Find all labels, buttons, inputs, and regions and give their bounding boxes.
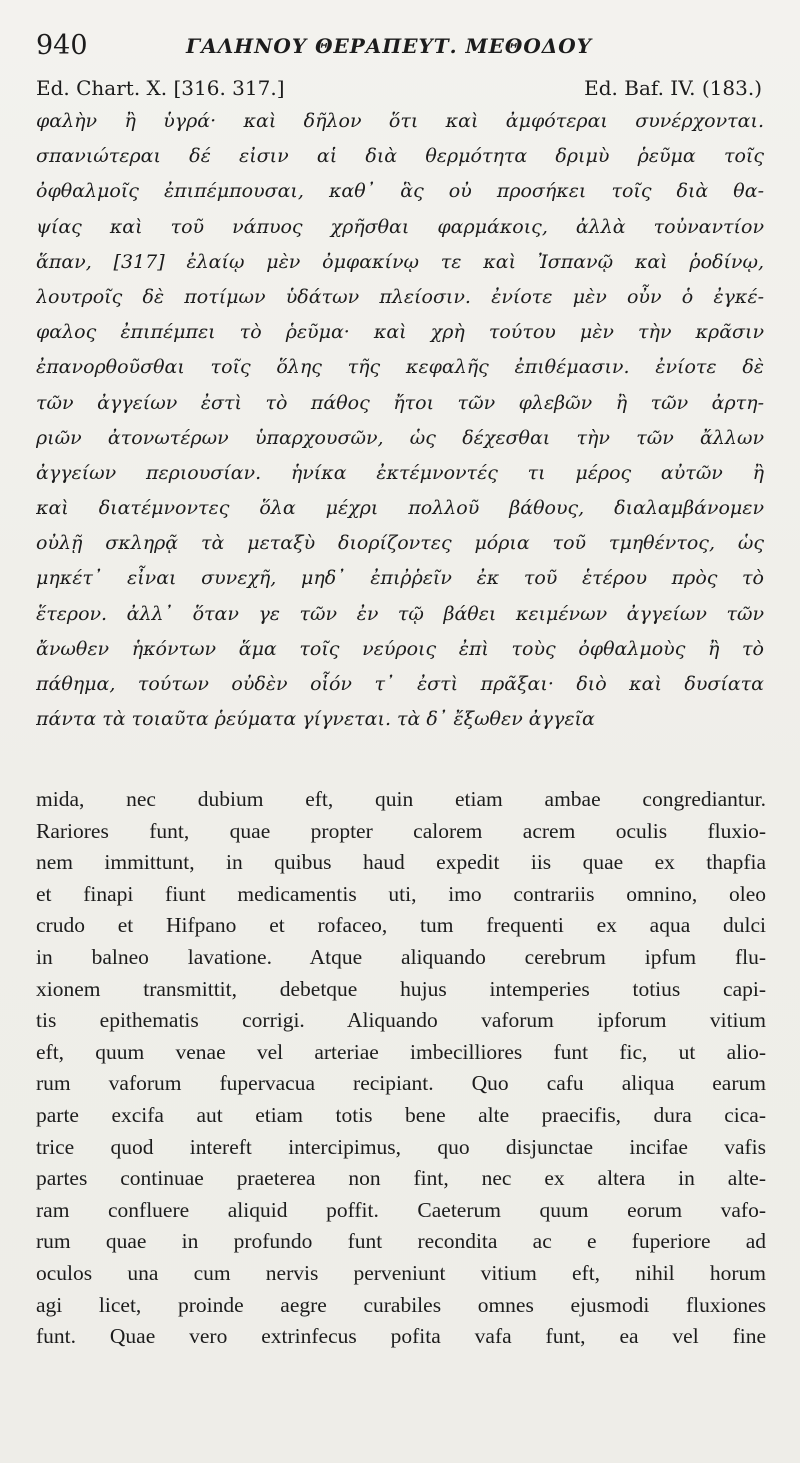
edition-reference-basel: Ed. Baf. IV. (183.) [584,76,762,100]
running-title: ΓΑΛΗΝΟΥ ΘΕΡΑΠΕΥΤ. ΜΕΘΟΔΟΥ [186,34,592,58]
latin-text-line: oculos una cum nervis perveniunt vitium eft, nihil horum [36,1260,766,1285]
latin-text-line: nem immittunt, in quibus haud expedit iis quae ex thapfia [36,850,766,875]
latin-text-line: ram confluere aliquid poffit. Caeterum quum eorum vafo- [36,1197,766,1222]
latin-text-block [36,784,766,1353]
greek-text-line: φαλος ἐπιπέμπει τὸ ῥεῦμα· καὶ χρὴ τούτου μὲν τὴν κρᾶσιν [36,321,764,344]
greek-text-line: ἀγγείων περιουσίαν. ἡνίκα ἐκτέμνοντές τι μέρος αὐτῶν ἢ [36,461,764,484]
greek-text-line: ὀφθαλμοῖς ἐπιπέμπουσαι, καθ᾽ ἃς οὐ προσήκει τοῖς διὰ θα- [36,180,764,203]
latin-text-line: partes continuae praeterea non fint, nec ex altera in alte- [36,1166,766,1191]
latin-text-line: rum quae in profundo funt recondita ac e fuperiore ad [36,1229,766,1254]
page-number: 940 [36,30,88,61]
latin-text-line: Rariores funt, quae propter calorem acrem oculis fluxio- [36,818,766,843]
greek-text-line: φαλὴν ἢ ὑγρά· καὶ δῆλον ὅτι καὶ ἀμφότεραι συνέρχονται. [36,110,764,132]
latin-text-line: eft, quum venae vel arteriae imbecilliores funt fic, ut alio- [36,1039,766,1064]
greek-text-line: μηκέτ᾽ εἶναι συνεχῆ, μηδ᾽ ἐπιῤῥεῖν ἐκ τοῦ ἑτέρου πρὸς τὸ [36,567,764,590]
edition-reference-line [36,76,762,106]
edition-reference-chartier: Ed. Chart. X. [316. 317.] [36,76,285,100]
greek-text-line: σπανιώτεραι δέ εἰσιν αἱ διὰ θερμότητα δριμὺ ῥεῦμα τοῖς [36,145,764,168]
latin-text-line: xionem transmittit, debetque hujus intemperies totius capi- [36,976,766,1001]
latin-text-line: parte excifa aut etiam totis bene alte praecifis, dura cica- [36,1102,766,1127]
page-header [36,28,764,68]
latin-text-line: crudo et Hifpano et rofaceo, tum frequenti ex aqua dulci [36,913,766,938]
greek-text-line: πάντα τὰ τοιαῦτα ῥεύματα γίγνεται. τὰ δ᾽ ἔξωθεν ἀγγεῖα [36,708,595,731]
latin-text-line: trice quod intereft intercipimus, quo disjunctae incifae vafis [36,1134,766,1159]
latin-text-line: agi licet, proinde aegre curabiles omnes ejusmodi fluxiones [36,1292,766,1317]
greek-text-line: ἐπανορθοῦσθαι τοῖς ὅλης τῆς κεφαλῆς ἐπιθέμασιν. ἐνίοτε δὲ [36,356,764,379]
latin-text-line: et finapi fiunt medicamentis uti, imo contrariis omnino, oleo [36,881,766,906]
greek-text-line: πάθημα, τούτων οὐδὲν οἷόν τ᾽ ἐστὶ πρᾶξαι· διὸ καὶ δυσίατα [36,673,764,695]
latin-text-line: mida, nec dubium eft, quin etiam ambae congrediantur. [36,787,766,811]
latin-text-line: rum vaforum fupervacua recipiant. Quo cafu aliqua earum [36,1071,766,1096]
greek-text-line: ἄνωθεν ἡκόντων ἅμα τοῖς νεύροις ἐπὶ τοὺς ὀφθαλμοὺς ἢ τὸ [36,637,764,660]
greek-text-line: ἅπαν, [317] ἐλαίῳ μὲν ὀμφακίνῳ τε καὶ Ἰσπανῷ καὶ ῥοδίνῳ, [36,250,764,273]
latin-text-line: funt. Quae vero extrinfecus pofita vafa funt, ea vel fine [36,1324,766,1349]
greek-text-line: τῶν ἀγγείων ἐστὶ τὸ πάθος ἤτοι τῶν φλεβῶν ἢ τῶν ἀρτη- [36,391,764,414]
greek-text-line: ψίας καὶ τοῦ νάπυος χρῆσθαι φαρμάκοις, ἀλλὰ τοὐναντίον [36,215,764,238]
greek-text-line: λουτροῖς δὲ ποτίμων ὑδάτων πλείοσιν. ἐνίοτε μὲν οὖν ὁ ἐγκέ- [36,285,764,308]
greek-text-line: ἕτερον. ἀλλ᾽ ὅταν γε τῶν ἐν τῷ βάθει κειμένων ἀγγείων τῶν [36,602,764,625]
latin-text-line: tis epithematis corrigi. Aliquando vaforum ipforum vitium [36,1008,766,1033]
greek-text-line: καὶ διατέμνοντες ὅλα μέχρι πολλοῦ βάθους, διαλαμβάνομεν [36,497,764,520]
greek-text-line: ριῶν ἀτονωτέρων ὑπαρχουσῶν, ὡς δέχεσθαι τὴν τῶν ἄλλων [36,426,764,449]
latin-text-line: in balneo lavatione. Atque aliquando cerebrum ipfum flu- [36,944,766,969]
greek-text-block [36,104,764,737]
greek-text-line: οὐλῇ σκληρᾷ τὰ μεταξὺ διορίζοντες μόρια τοῦ τμηθέντος, ὡς [36,532,764,555]
